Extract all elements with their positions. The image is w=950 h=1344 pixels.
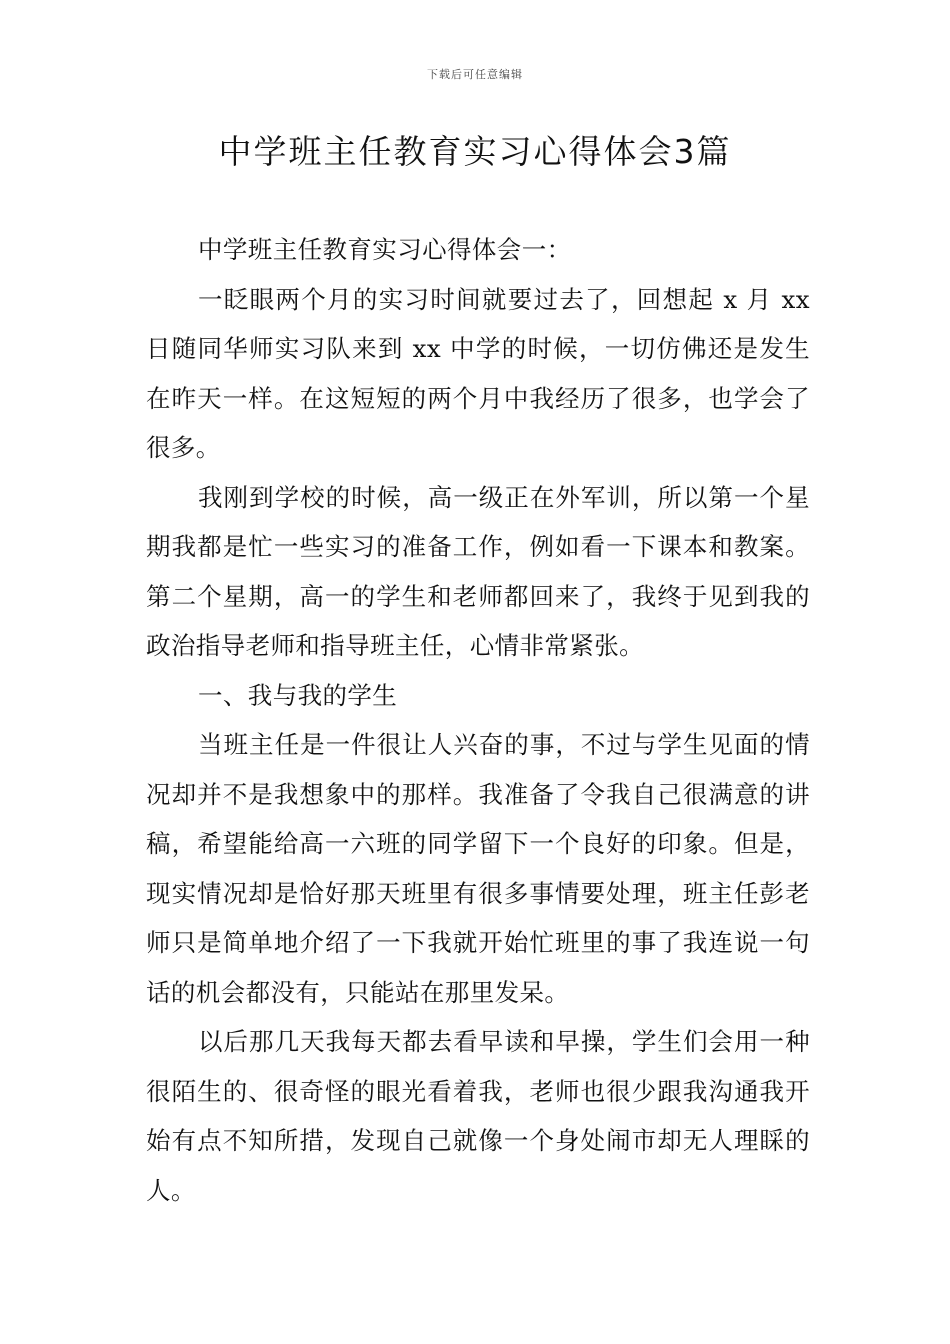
- document-title: 中学班主任教育实习心得体会3篇: [218, 132, 732, 171]
- subsection-heading: 一、我与我的学生: [198, 680, 398, 710]
- section-heading: 中学班主任教育实习心得体会一：: [198, 235, 572, 264]
- paragraph: 一眨眼两个月的实习时间就要过去了，回想起 x 月 xx 日随同华师实习队来到 xx 中学的时候，一切仿佛还是发生在昨天一样。在这短短的两个月中我经历了很多，也学会了很多。: [146, 284, 810, 462]
- paragraph: 以后那几天我每天都去看早读和早操，学生们会用一种很陌生的、很奇怪的眼光看着我，老师也很少跟我沟通我开始有点不知所措，发现自己就像一个身处闹市却无人理睬的人。: [146, 1027, 810, 1205]
- paragraph: 当班主任是一件很让人兴奋的事，不过与学生见面的情况却并不是我想象中的那样。我准备了令我自己很满意的讲稿，希望能给高一六班的同学留下一个良好的印象。但是，现实情况却是恰好那天班里有很多事情要处理，班主任彭老师只是简单地介绍了一下我就开始忙班里的事了我连说一句话的机会都没有，只能站在那里发呆。: [146, 730, 810, 1007]
- paragraph: 我刚到学校的时候，高一级正在外军训，所以第一个星期我都是忙一些实习的准备工作，例如看一下课本和教案。第二个星期，高一的学生和老师都回来了，我终于见到我的政治指导老师和指导班主任，心情非常紧张。: [146, 482, 810, 660]
- document-body: [146, 225, 810, 1215]
- header-note: 下载后可任意编辑: [427, 68, 523, 81]
